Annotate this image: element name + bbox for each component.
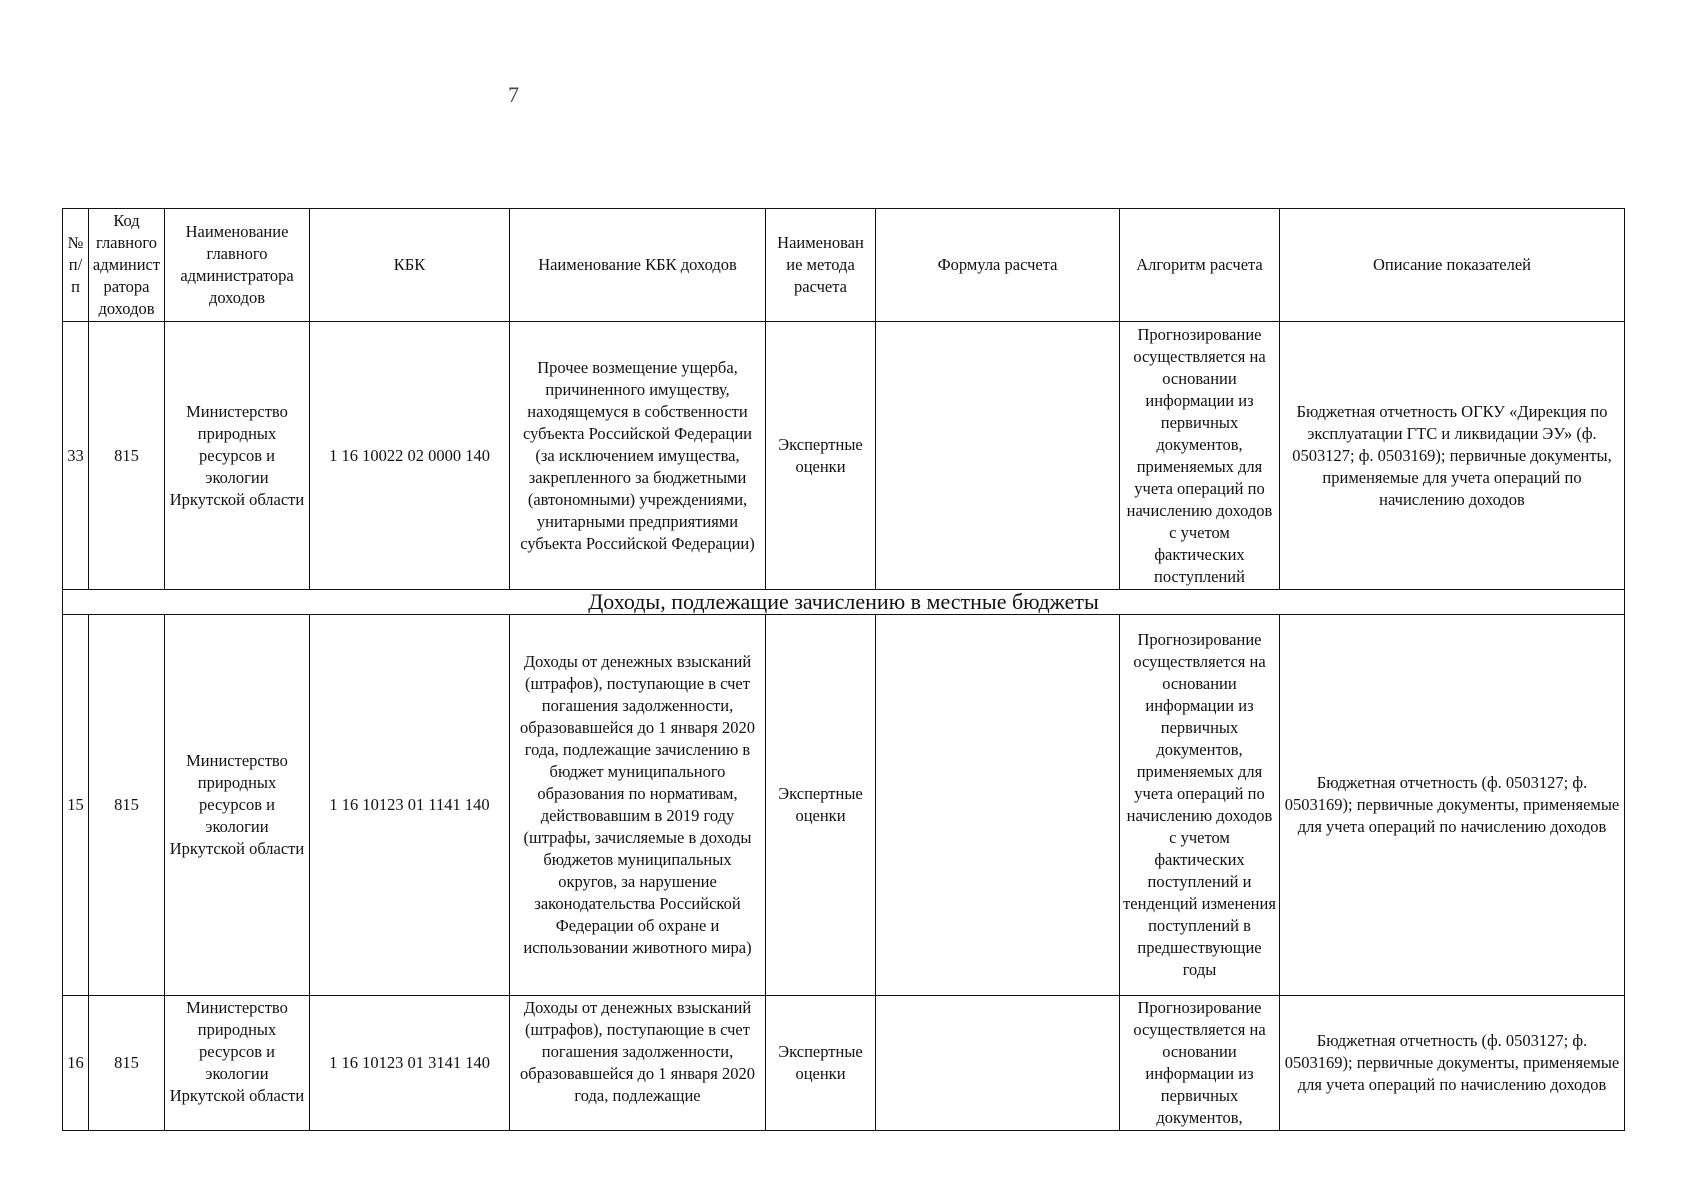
row-description: Бюджетная отчетность (ф. 0503127; ф. 0503169); первичные документы, применяемые для учета операций по начислению доходов xyxy=(1280,615,1625,996)
row-description: Бюджетная отчетность (ф. 0503127; ф. 0503169); первичные документы, применяемые для учета операций по начислению доходов xyxy=(1280,996,1625,1131)
row-formula xyxy=(876,996,1120,1131)
header-admin-code: Код главного админист ратора доходов xyxy=(89,209,165,322)
header-kbk-name: Наименование КБК доходов xyxy=(510,209,766,322)
table-row xyxy=(63,322,1625,590)
table-row xyxy=(63,615,1625,996)
header-formula: Формула расчета xyxy=(876,209,1120,322)
row-kbk-name: Доходы от денежных взысканий (штрафов), поступающие в счет погашения задолженности, образовавшейся до 1 января 2020 года, подлежащие xyxy=(510,996,766,1131)
row-number: 33 xyxy=(63,322,89,590)
header-admin-name: Наименование главного администратора доходов xyxy=(165,209,310,322)
row-admin-code: 815 xyxy=(89,615,165,996)
row-kbk: 1 16 10022 02 0000 140 xyxy=(310,322,510,590)
row-description: Бюджетная отчетность ОГКУ «Дирекция по эксплуатации ГТС и ликвидации ЭУ» (ф. 0503127; ф. 0503169); первичные документы, применяемые для учета операций по начислению доходов xyxy=(1280,322,1625,590)
table-header-row xyxy=(63,209,1625,322)
row-admin-code: 815 xyxy=(89,996,165,1131)
row-kbk: 1 16 10123 01 1141 140 xyxy=(310,615,510,996)
section-row xyxy=(63,590,1625,615)
row-kbk-name: Доходы от денежных взысканий (штрафов), поступающие в счет погашения задолженности, образовавшейся до 1 января 2020 года, подлежащие зачислению в бюджет муниципального образования по нормативам, действовавшим в 2019 году (штрафы, зачисляемые в доходы бюджетов муниципальных округов, за нарушение законодательства Российской Федерации об охране и использовании животного мира) xyxy=(510,615,766,996)
header-description: Описание показателей xyxy=(1280,209,1625,322)
row-method: Экспертные оценки xyxy=(766,322,876,590)
section-title: Доходы, подлежащие зачислению в местные бюджеты xyxy=(63,590,1625,615)
table-row xyxy=(63,996,1625,1131)
row-algorithm: Прогнозирование осуществляется на основании информации из первичных документов, применяемых для учета операций по начислению доходов с учетом фактических поступлений xyxy=(1120,322,1280,590)
row-formula xyxy=(876,615,1120,996)
header-kbk: КБК xyxy=(310,209,510,322)
row-admin-name: Министерство природных ресурсов и экологии Иркутской области xyxy=(165,996,310,1131)
row-formula xyxy=(876,322,1120,590)
row-kbk-name: Прочее возмещение ущерба, причиненного имуществу, находящемуся в собственности субъекта Российской Федерации (за исключением имущества, закрепленного за бюджетными (автономными) учреждениями, унитарными предприятиями субъекта Российской Федерации) xyxy=(510,322,766,590)
row-admin-name: Министерство природных ресурсов и экологии Иркутской области xyxy=(165,322,310,590)
row-admin-code: 815 xyxy=(89,322,165,590)
row-kbk: 1 16 10123 01 3141 140 xyxy=(310,996,510,1131)
row-method: Экспертные оценки xyxy=(766,615,876,996)
header-number: № п/п xyxy=(63,209,89,322)
row-number: 16 xyxy=(63,996,89,1131)
row-method: Экспертные оценки xyxy=(766,996,876,1131)
revenue-forecast-table xyxy=(62,208,1625,1131)
page-number: 7 xyxy=(508,82,519,107)
row-admin-name: Министерство природных ресурсов и экологии Иркутской области xyxy=(165,615,310,996)
header-algorithm: Алгоритм расчета xyxy=(1120,209,1280,322)
header-method: Наименован ие метода расчета xyxy=(766,209,876,322)
row-number: 15 xyxy=(63,615,89,996)
row-algorithm: Прогнозирование осуществляется на основании информации из первичных документов, применяемых для учета операций по начислению доходов с учетом фактических поступлений и тенденций изменения поступлений в предшествующие годы xyxy=(1120,615,1280,996)
row-algorithm: Прогнозирование осуществляется на основании информации из первичных документов, xyxy=(1120,996,1280,1131)
